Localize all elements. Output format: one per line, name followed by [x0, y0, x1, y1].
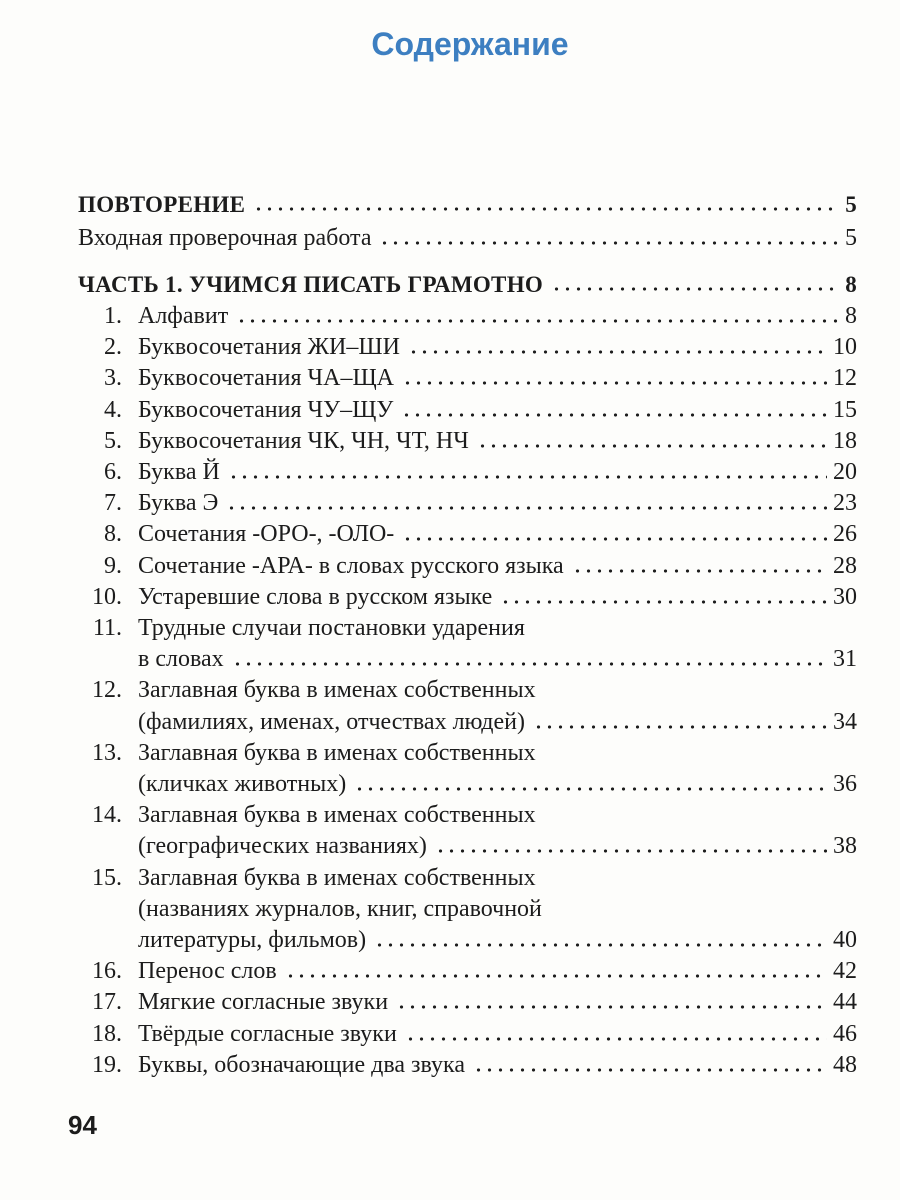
toc-heading-line[interactable]	[78, 264, 857, 296]
toc-entry-line[interactable]	[138, 764, 857, 796]
toc-heading-line[interactable]	[78, 218, 857, 250]
entry-number: 6.	[104, 459, 122, 485]
dot-leader	[379, 240, 839, 246]
toc-entry-line[interactable]	[138, 826, 857, 858]
toc-entry-label: Буква Й	[138, 459, 220, 485]
dot-leader	[408, 349, 827, 355]
toc-entry-text: Заглавная буква в именах собственных	[138, 739, 536, 766]
toc-entry-line[interactable]	[138, 514, 857, 546]
toc-entry-text: Заглавная буква в именах собственных	[138, 677, 536, 704]
entry-number: 7.	[104, 490, 122, 517]
toc-entry-line[interactable]	[138, 982, 857, 1014]
toc-heading-label: ЧАСТЬ 1. УЧИМСЯ ПИСАТЬ ГРАМОТНО	[78, 272, 544, 297]
toc-entry-label: в словах	[138, 646, 224, 673]
page-title: Содержание	[371, 26, 569, 62]
entry-number: 16.	[92, 958, 122, 985]
toc-page-number: 18	[833, 427, 857, 454]
toc-page-number: 28	[833, 552, 857, 579]
toc-entry-label: (географических названиях)	[138, 833, 427, 860]
dot-leader	[401, 412, 827, 418]
dot-leader	[285, 973, 827, 979]
toc-entry-label: Буквосочетания ЧК, ЧН, ЧТ, НЧ	[138, 427, 469, 454]
entry-number: 19.	[92, 1051, 122, 1078]
dot-leader	[374, 942, 827, 948]
entry-number: 18.	[92, 1020, 122, 1047]
toc-entry-label: литературы, фильмов)	[138, 927, 367, 953]
toc-entry-line[interactable]	[138, 1045, 857, 1077]
dot-leader	[402, 380, 827, 386]
dot-leader	[236, 318, 839, 324]
toc-entry-line[interactable]	[138, 452, 857, 484]
toc-entry-label: (кличках животных)	[138, 771, 347, 797]
toc-entry-label: (фамилиях, именах, отчествах людей)	[138, 708, 525, 735]
toc-page-number: 31	[833, 646, 857, 673]
toc-entry-line[interactable]	[138, 639, 857, 671]
entry-number: 10.	[92, 583, 122, 610]
toc-entry-line[interactable]	[138, 327, 857, 359]
toc-entry-label: Буквосочетания ЖИ–ШИ	[138, 334, 400, 361]
toc-entry-line[interactable]	[138, 1014, 857, 1046]
entry-number: 13.	[92, 739, 122, 766]
dot-leader	[402, 536, 827, 542]
entry-number: 1.	[104, 303, 122, 329]
dot-leader	[473, 1067, 827, 1073]
toc-entry-line[interactable]	[138, 296, 857, 328]
toc-entry-line[interactable]	[138, 702, 857, 734]
entry-number: 3.	[104, 365, 122, 392]
toc-entry-text: Заглавная буква в именах собственных	[138, 802, 536, 829]
toc-page-number: 15	[833, 396, 857, 423]
dot-leader	[354, 786, 827, 792]
toc-entry-line[interactable]	[138, 390, 857, 422]
toc-entry-line[interactable]	[138, 358, 857, 390]
toc-entry-label: Алфавит	[138, 303, 229, 329]
entry-number: 8.	[104, 521, 122, 548]
toc-page-number: 36	[833, 771, 857, 797]
dot-leader	[232, 661, 827, 667]
toc-entry-label: Сочетания -ОРО-, -ОЛО-	[138, 521, 395, 548]
entry-number: 9.	[104, 552, 122, 579]
toc-page-number: 42	[833, 958, 857, 985]
toc-page-number: 40	[833, 927, 857, 953]
toc-page-number: 44	[833, 989, 857, 1016]
entry-number: 11.	[92, 615, 122, 641]
toc-entry-label: Сочетание -АРА- в словах русского языка	[138, 552, 564, 579]
entry-number: 5.	[104, 427, 122, 454]
entry-number: 12.	[92, 677, 122, 704]
dot-leader	[477, 443, 827, 449]
toc-entry-label: Твёрдые согласные звуки	[138, 1020, 397, 1047]
page-number: 94	[68, 1110, 97, 1140]
entry-number: 14.	[92, 802, 122, 829]
toc-entry-label: Буквосочетания ЧУ–ЩУ	[138, 396, 394, 423]
dot-leader	[396, 1004, 827, 1010]
toc-page-number: 23	[833, 490, 857, 517]
toc-entry-line[interactable]	[138, 546, 857, 578]
entry-number: 2.	[104, 334, 122, 361]
toc-entry-text: Заглавная буква в именах собственных	[138, 864, 536, 891]
toc-heading-label: Входная проверочная работа	[78, 225, 372, 251]
toc-entry-line[interactable]	[138, 483, 857, 515]
entry-number: 4.	[104, 396, 122, 423]
toc-entry-label: Мягкие согласные звуки	[138, 989, 389, 1016]
toc-page-number: 38	[833, 833, 857, 860]
toc-page-number: 20	[833, 459, 857, 485]
toc-page-number: 8	[845, 303, 857, 329]
toc-entry-label: Буквосочетания ЧА–ЩА	[138, 365, 394, 392]
toc-page-number: 8	[845, 272, 857, 297]
toc-page-number: 10	[833, 334, 857, 361]
toc-entry-text: (названиях журналов, книг, справочной	[138, 895, 542, 922]
dot-leader	[226, 505, 827, 511]
toc-page-number: 5	[845, 192, 857, 217]
dot-leader	[500, 599, 827, 605]
toc-entry-line[interactable]	[138, 421, 857, 453]
toc-entry-label: Буквы, обозначающие два звука	[138, 1051, 465, 1078]
toc-page-number: 30	[833, 583, 857, 610]
dot-leader	[405, 1036, 827, 1042]
dot-leader	[551, 286, 839, 292]
entry-number: 15.	[92, 864, 122, 891]
toc-entry-label: Устаревшие слова в русском языке	[138, 583, 493, 610]
entry-number: 17.	[92, 989, 122, 1016]
dot-leader	[435, 848, 827, 854]
dot-leader	[572, 568, 827, 574]
toc-entry-text: Трудные случаи постановки ударения	[138, 615, 525, 641]
toc-page-number: 34	[833, 708, 857, 735]
dot-leader	[228, 474, 827, 480]
toc-page-number: 12	[833, 365, 857, 392]
dot-leader	[253, 206, 839, 212]
dot-leader	[533, 724, 827, 730]
toc-entry-label: Буква Э	[138, 490, 219, 517]
toc-entry-line[interactable]	[138, 920, 857, 952]
toc-page-number: 48	[833, 1051, 857, 1078]
toc-entry-line[interactable]	[138, 951, 857, 983]
toc-entry-line[interactable]	[138, 577, 857, 609]
toc-page-number: 46	[833, 1020, 857, 1047]
toc-heading-label: ПОВТОРЕНИЕ	[78, 192, 246, 217]
toc-page-number: 5	[845, 225, 857, 251]
toc-entry-label: Перенос слов	[138, 958, 277, 985]
toc-heading-line[interactable]	[78, 184, 857, 216]
toc-page-number: 26	[833, 521, 857, 548]
